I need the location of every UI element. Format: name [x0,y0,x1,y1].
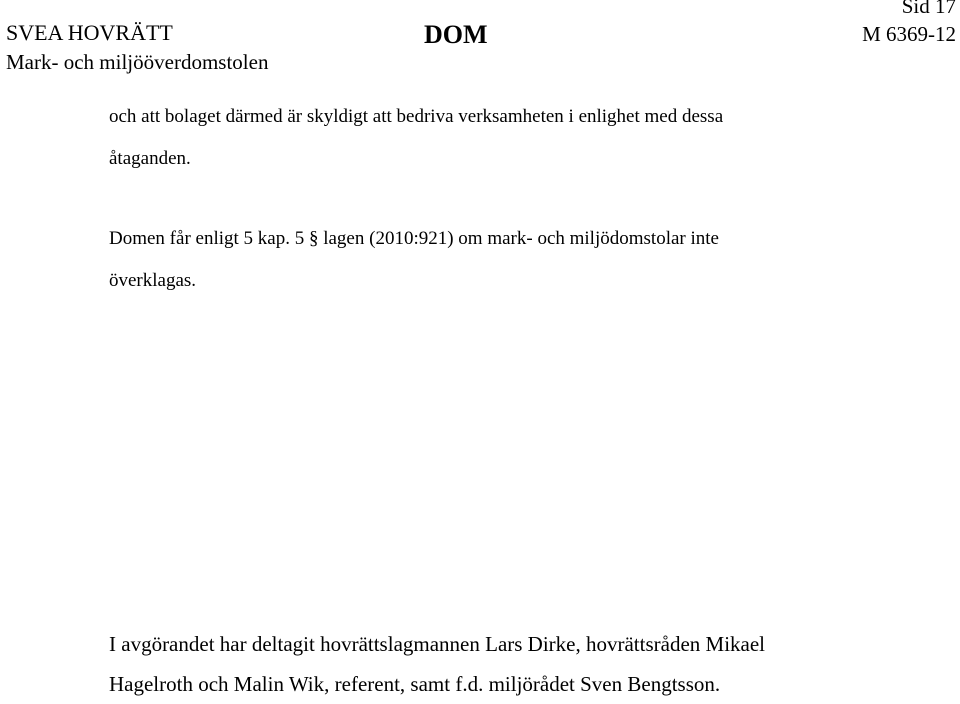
court-name: SVEA HOVRÄTT [6,20,173,45]
court-division: Mark- och miljööverdomstolen [6,50,269,74]
paragraph-line: Hagelroth och Malin Wik, referent, samt f.d. miljörådet Sven Bengtsson. [109,672,721,696]
paragraph-appeal-notice [109,218,909,302]
paragraph-line: I avgörandet har deltagit hovrättslagmannen Lars Dirke, hovrättsråden Mikael [109,632,766,656]
paragraph-line: överklagas. [109,270,197,291]
paragraph-undertaking [109,96,909,180]
document-type: DOM [424,20,488,49]
paragraph-line: och att bolaget därmed är skyldigt att bedriva verksamheten i enlighet med dessa [109,106,724,127]
paragraph-line: Domen får enligt 5 kap. 5 § lagen (2010:921) om mark- och miljödomstolar inte [109,228,719,249]
paragraph-judges [109,624,765,704]
paragraph-line: åtaganden. [109,148,191,169]
page-number: Sid 17 [901,0,956,18]
case-number: M 6369-12 [862,22,956,46]
